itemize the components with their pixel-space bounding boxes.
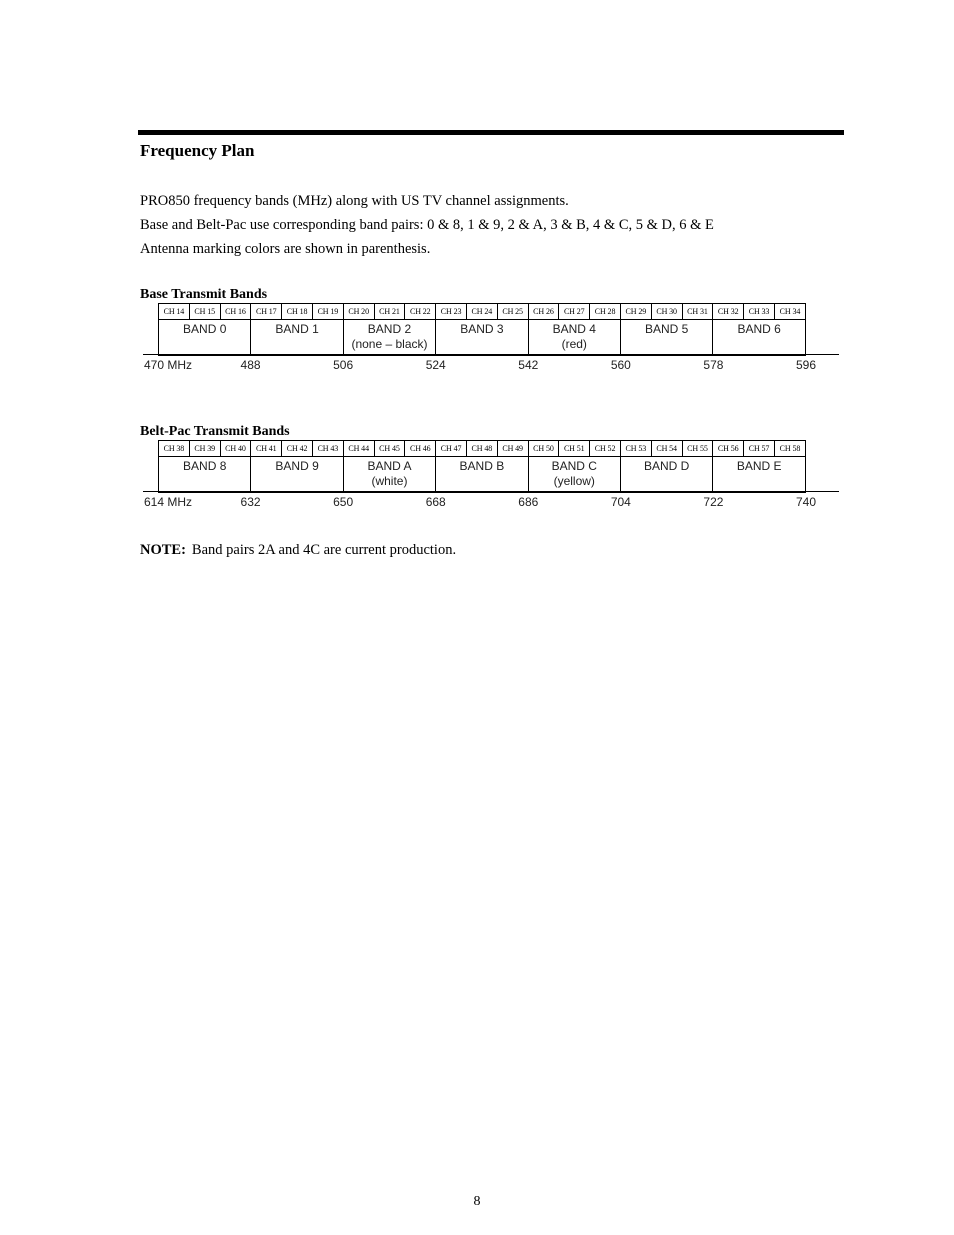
channel-cell: CH 29 <box>620 304 651 320</box>
channel-cell: CH 24 <box>466 304 497 320</box>
band-antenna-color: (yellow) <box>553 474 595 488</box>
channel-cell: CH 25 <box>497 304 528 320</box>
base-transmit-title: Base Transmit Bands <box>140 287 268 302</box>
frequency-tick-label: 470 MHz <box>144 358 193 372</box>
channel-cell: CH 17 <box>251 304 282 320</box>
frequency-tick-label: 596 <box>795 358 817 372</box>
frequency-tick-label: 722 <box>703 495 724 509</box>
beltpac-band-table <box>158 440 806 493</box>
band-cell <box>159 457 251 493</box>
channel-cell: CH 49 <box>497 441 528 457</box>
frequency-tick-label: 506 <box>333 358 354 372</box>
channel-row <box>159 441 806 457</box>
band-label: BAND 3 <box>460 322 504 336</box>
frequency-tick-label: 614 MHz <box>144 495 193 509</box>
section-rule <box>138 130 844 135</box>
band-label: BAND C <box>551 459 597 473</box>
channel-cell: CH 57 <box>744 441 775 457</box>
note-label: NOTE: <box>140 542 186 558</box>
intro-line: PRO850 frequency bands (MHz) along with US TV channel assignments. <box>140 193 569 209</box>
band-cell <box>343 457 435 493</box>
frequency-axis <box>143 354 839 355</box>
frequency-tick-label: 668 <box>425 495 446 509</box>
channel-cell: CH 23 <box>436 304 467 320</box>
band-label: BAND 4 <box>552 322 596 336</box>
channel-cell: CH 45 <box>374 441 405 457</box>
channel-cell: CH 56 <box>713 441 744 457</box>
channel-cell: CH 14 <box>159 304 190 320</box>
note-text: Band pairs 2A and 4C are current production. <box>191 542 457 558</box>
channel-cell: CH 46 <box>405 441 436 457</box>
band-label: BAND E <box>736 459 782 473</box>
band-cell <box>159 320 251 356</box>
channel-cell: CH 21 <box>374 304 405 320</box>
frequency-tick-label: 650 <box>333 495 354 509</box>
channel-cell: CH 58 <box>774 441 805 457</box>
channel-cell: CH 55 <box>682 441 713 457</box>
channel-cell: CH 48 <box>466 441 497 457</box>
frequency-tick-label: 488 <box>240 358 261 372</box>
frequency-tick-label: 632 <box>240 495 261 509</box>
channel-cell: CH 51 <box>559 441 590 457</box>
channel-cell: CH 39 <box>189 441 220 457</box>
channel-cell: CH 43 <box>312 441 343 457</box>
channel-cell: CH 22 <box>405 304 436 320</box>
channel-cell: CH 41 <box>251 441 282 457</box>
beltpac-transmit-title: Belt-Pac Transmit Bands <box>140 424 290 439</box>
band-cell <box>436 457 528 493</box>
page-title: Frequency Plan <box>140 141 255 160</box>
channel-cell: CH 30 <box>651 304 682 320</box>
channel-cell: CH 34 <box>774 304 805 320</box>
channel-row <box>159 304 806 320</box>
channel-cell: CH 26 <box>528 304 559 320</box>
channel-cell: CH 15 <box>189 304 220 320</box>
intro-line: Base and Belt-Pac use corresponding band pairs: 0 & 8, 1 & 9, 2 & A, 3 & B, 4 & C, 5 & D, 6 & E <box>140 217 714 233</box>
band-cell <box>528 457 620 493</box>
intro-line: Antenna marking colors are shown in parenthesis. <box>140 241 431 257</box>
band-label: BAND B <box>459 459 505 473</box>
band-label: BAND 8 <box>183 459 227 473</box>
band-cell <box>713 457 806 493</box>
band-cell <box>713 320 806 356</box>
channel-cell: CH 16 <box>220 304 251 320</box>
note <box>140 542 456 559</box>
band-cell <box>528 320 620 356</box>
channel-cell: CH 33 <box>744 304 775 320</box>
frequency-tick-label: 740 <box>795 495 817 509</box>
page-number: 8 <box>473 1194 481 1209</box>
channel-cell: CH 52 <box>590 441 621 457</box>
base-band-table <box>158 303 806 356</box>
channel-cell: CH 40 <box>220 441 251 457</box>
channel-cell: CH 27 <box>559 304 590 320</box>
channel-cell: CH 18 <box>282 304 313 320</box>
channel-cell: CH 54 <box>651 441 682 457</box>
band-row <box>159 457 806 493</box>
band-label: BAND 2 <box>367 322 412 336</box>
band-cell <box>251 457 343 493</box>
band-antenna-color: (red) <box>561 337 587 351</box>
channel-cell: CH 28 <box>590 304 621 320</box>
band-cell <box>620 320 712 356</box>
frequency-tick-label: 578 <box>703 358 724 372</box>
frequency-axis <box>143 491 839 492</box>
band-antenna-color: (none – black) <box>351 337 428 351</box>
band-row <box>159 320 806 356</box>
band-cell <box>251 320 343 356</box>
frequency-tick-label: 524 <box>425 358 446 372</box>
frequency-tick-label: 560 <box>610 358 631 372</box>
band-label: BAND 5 <box>644 322 689 336</box>
band-label: BAND 6 <box>737 322 781 336</box>
band-cell <box>436 320 528 356</box>
band-cell <box>343 320 435 356</box>
frequency-tick-label: 542 <box>518 358 539 372</box>
band-cell <box>620 457 712 493</box>
band-label: BAND 9 <box>275 459 319 473</box>
channel-cell: CH 44 <box>343 441 374 457</box>
channel-cell: CH 31 <box>682 304 713 320</box>
channel-cell: CH 20 <box>343 304 374 320</box>
channel-cell: CH 19 <box>312 304 343 320</box>
frequency-tick-label: 704 <box>610 495 631 509</box>
frequency-ticks <box>140 495 840 511</box>
frequency-tick-label: 686 <box>518 495 539 509</box>
frequency-ticks <box>140 358 840 374</box>
channel-cell: CH 50 <box>528 441 559 457</box>
channel-cell: CH 38 <box>159 441 190 457</box>
band-antenna-color: (white) <box>371 474 408 488</box>
band-label: BAND D <box>643 459 690 473</box>
band-label: BAND A <box>367 459 412 473</box>
channel-cell: CH 32 <box>713 304 744 320</box>
band-label: BAND 1 <box>275 322 319 336</box>
channel-cell: CH 53 <box>620 441 651 457</box>
channel-cell: CH 42 <box>282 441 313 457</box>
intro-text <box>140 189 714 261</box>
channel-cell: CH 47 <box>436 441 467 457</box>
band-label: BAND 0 <box>183 322 227 336</box>
